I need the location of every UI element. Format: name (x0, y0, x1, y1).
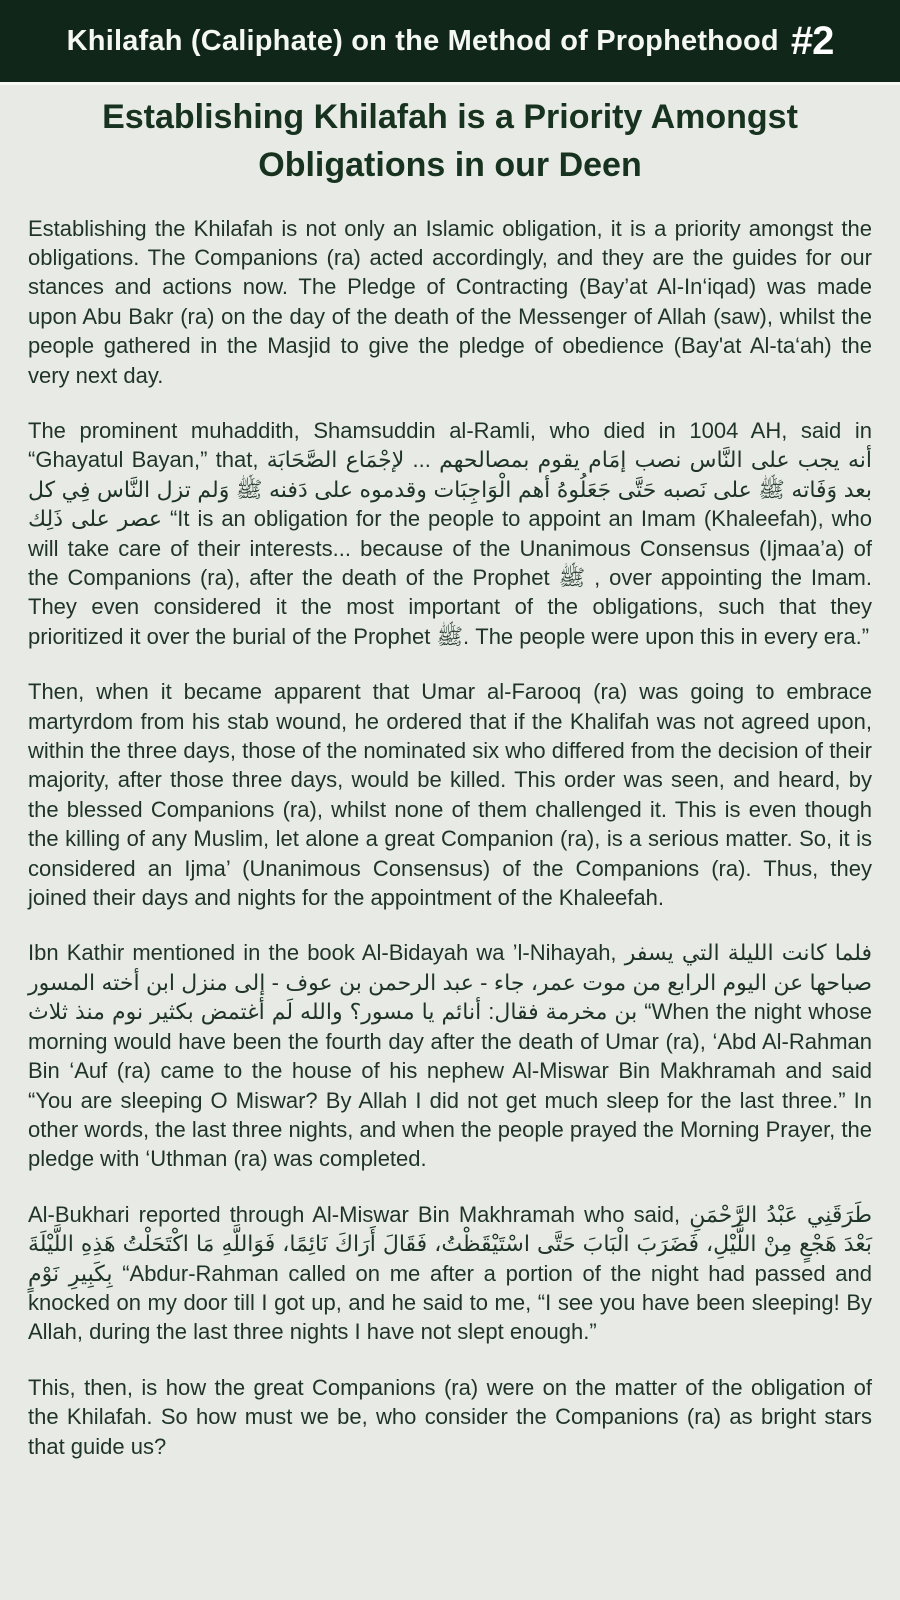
paragraph-conclusion: This, then, is how the great Companions (ra) were on the matter of the obligation of the Khilafah. So how must we be, who consider the Companions (ra) as bright stars that guide us? (28, 1374, 872, 1459)
paragraph-ramli-quote: The prominent muhaddith, Shamsuddin al-Ramli, who died in 1004 AH, said in “Ghayatul Bayan,” that, أنه يجب على النَّاس نصب إمَام يقوم بمصالحهم ... لإجْمَاع الصَّحَابَة بعد وَفَاته ﷺ على نَصبه حَتَّى جَعَلُوهُ أهم الْوَاجِبَات وقدموه على دَفنه ﷺ وَلم تزل النَّاس فِي كل عصر على ذَلِك “It is an obligation for the people to appoint an Imam (Khaleefah), who will take care of their interests... because of the Unanimous Consensus (Ijmaa’a) of the Companions (ra), after the death of the Prophet ﷺ , over appointing the Imam. They even considered it the most important of the obligations, such that they prioritized it over the burial of the Prophet ﷺ. The people were upon this in every era.” (28, 417, 872, 649)
page-title-line2: Obligations in our Deen (258, 146, 642, 185)
article-body (0, 190, 900, 1461)
paragraph-ibn-kathir: Ibn Kathir mentioned in the book Al-Bidayah wa ’l-Nihayah, فلما كانت الليلة التي يسفر صباحها عن اليوم الرابع من موت عمر، جاء - عبد الرحمن بن عوف - إلى منزل ابن أخته المسور بن مخرمة فقال: أنائم يا مسور؟ والله لَم أغتمض بكثير نوم منذ ثلاث “When the night whose morning would have been the fourth day after the death of Umar (ra), ‘Abd Al-Rahman Bin ‘Auf (ra) came to the house of his nephew Al-Miswar Bin Makhramah and said “You are sleeping O Miswar? By Allah I did not get much sleep for the last three.” In other words, the last three nights, and when the people prayed the Morning Prayer, the pledge with ‘Uthman (ra) was completed. (28, 940, 873, 1172)
paragraph-intro: Establishing the Khilafah is not only an Islamic obligation, it is a priority amongst the obligations. The Companions (ra) acted accordingly, and they are the guides for our stances and actions now. The Pledge of Contracting (Bay’at Al-In‘iqad) was made upon Abu Bakr (ra) on the day of the death of the Messenger of Allah (saw), whilst the people gathered in the Masjid to give the pledge of obedience (Bay'at Al-ta‘ah) the very next day. (28, 215, 872, 388)
banner-issue-number: #2 (790, 18, 834, 63)
paragraph-bukhari: Al-Bukhari reported through Al-Miswar Bin Makhramah who said, طَرَقَنِي عَبْدُ الرَّحْمَنِ بَعْدَ هَجْعٍ مِنْ اللَّيْلِ، فَضَرَبَ الْبَابَ حَتَّى اسْتَيْقَظْتُ، فَقَالَ أَرَاكَ نَائِمًا، فَوَاللَّهِ مَا اكْتَحَلْتُ هَذِهِ اللَّيْلَةَ بِكَبِيرِ نَوْمٍ “Abdur-Rahman called on me after a portion of the night had passed and knocked on my door till I got up, and he said to me, “I see you have been sleeping! By Allah, during the last three nights I have not slept enough.” (28, 1201, 872, 1345)
page-title-line1: Establishing Khilafah is a Priority Amongst (102, 98, 798, 136)
header-banner (0, 0, 900, 85)
paragraph-umar-order: Then, when it became apparent that Umar al-Farooq (ra) was going to embrace martyrdom from his stab wound, he ordered that if the Khalifah was not agreed upon, within the three days, those of the nominated six who differed from the decision of their majority, after those three days, would be killed. This order was seen, and heard, by the blessed Companions (ra), whilst none of them challenged it. This is even though the killing of any Muslim, let alone a great Companion (ra), is a serious matter. So, it is considered an Ijma’ (Unanimous Consensus) of the Companions (ra). Thus, they joined their days and nights for the appointment of the Khaleefah. (28, 679, 872, 911)
page-title (40, 93, 860, 190)
banner-title: Khilafah (Caliphate) on the Method of Prophethood (66, 24, 779, 57)
